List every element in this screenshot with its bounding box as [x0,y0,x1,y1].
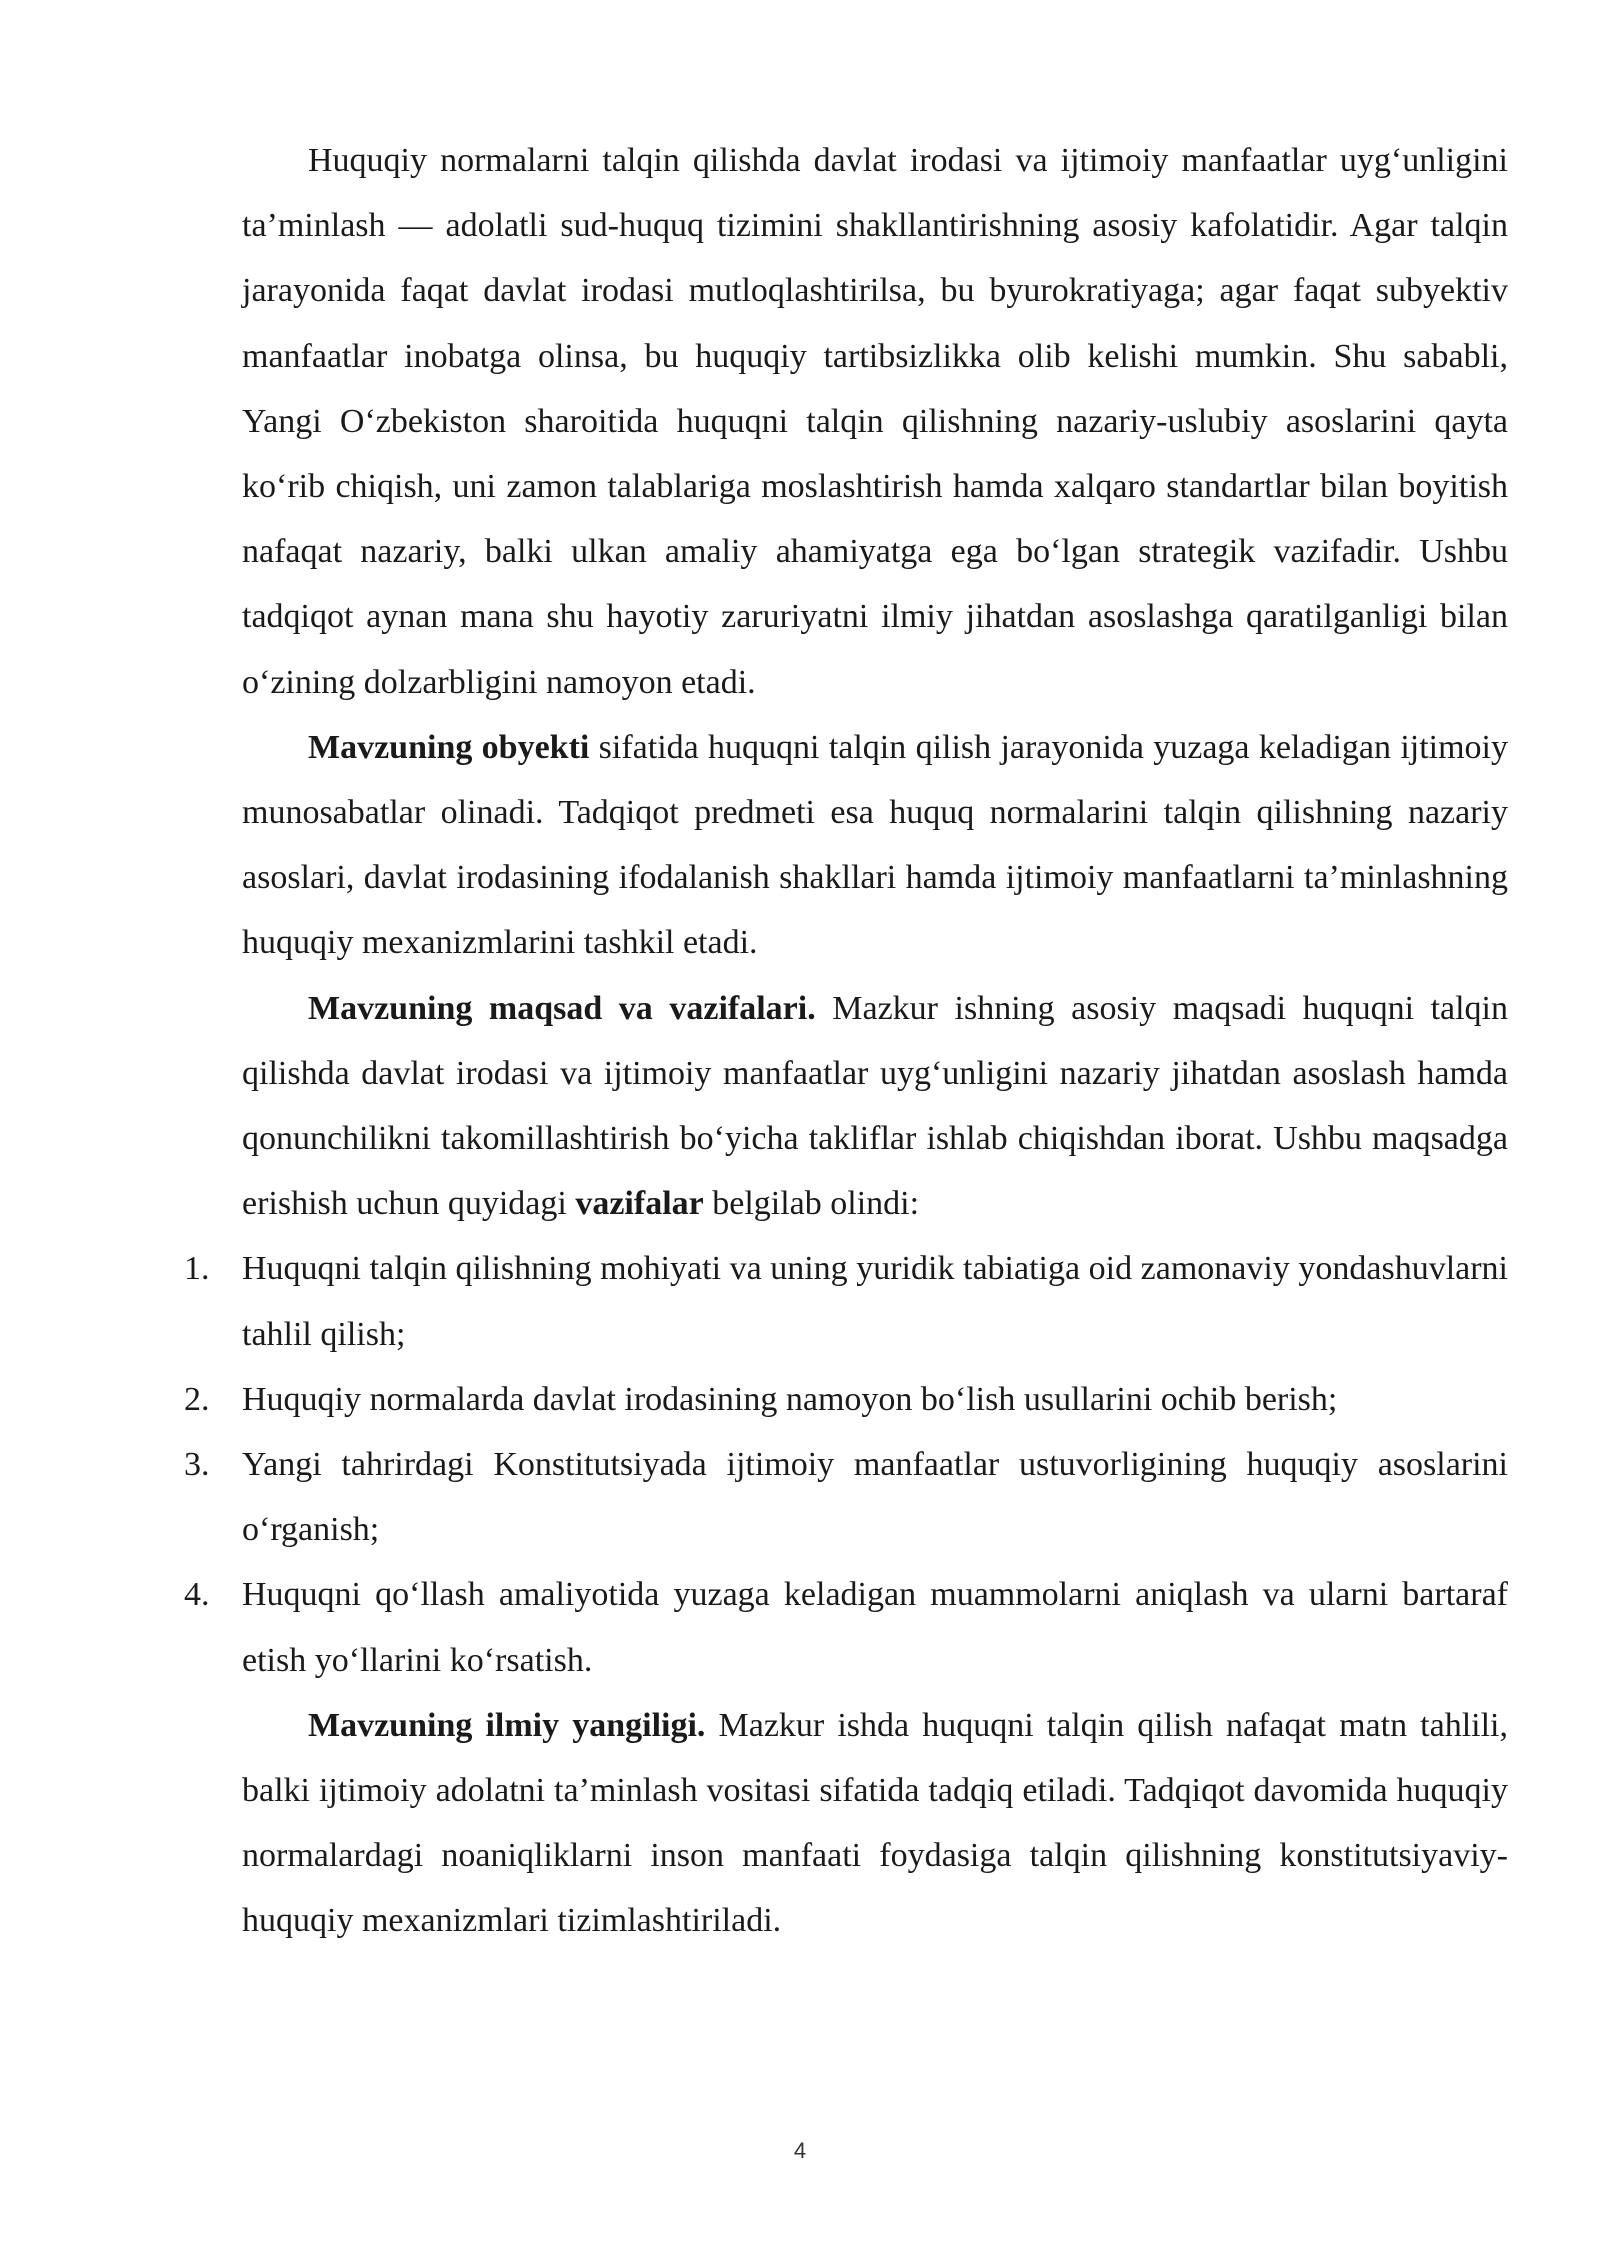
object-heading: Mavzuning obyekti [308,728,590,766]
object-text: sifatida huquqni talqin qilish jarayonida yuzaga keladigan ijtimoiy munosabatlar olinadi. Tadqiqot predmeti esa huquq normalarini talqin qilishning nazariy asoslari, davlat irodasining ifodalanish shakllari hamda ijtimoiy manfaatlarni ta’minlashning huquqiy mexanizmlarini tashkil etadi. [242,728,1508,962]
novelty-heading: Mavzuning ilmiy yangiligi. [308,1706,706,1744]
document-body [184,128,1509,1954]
list-item-number: 1. [184,1250,210,1288]
list-item [184,1367,1508,1432]
goals-heading: Mavzuning maqsad va vazifalari. [308,989,816,1027]
list-item [184,1562,1508,1692]
list-item-number: 2. [184,1380,210,1418]
paragraph-object [242,715,1508,976]
list-item [184,1432,1508,1562]
list-item-text: Yangi tahrirdagi Konstitutsiyada ijtimoiy manfaatlar ustuvorligining huquqiy asoslarini o‘rganish; [242,1446,1508,1549]
page-number: 4 [793,2138,807,2163]
goals-text: Mazkur ishning asosiy maqsadi huquqni talqin qilishda davlat irodasi va ijtimoiy manfaatlar uyg‘unligini nazariy jihatdan asoslash hamda qonunchilikni takomillashtirish bo‘yicha takliflar ishlab chiqishdan iborat. Ushbu maqsadga erishish uchun quyidagi [242,989,1508,1223]
goals-tail: belgilab olindi: [703,1185,920,1223]
list-item-text: Huquqiy normalarda davlat irodasining namoyon bo‘lish usullarini ochib berish; [242,1380,1338,1418]
tasks-list [184,1236,1508,1692]
goals-bold-word: vazifalar [575,1185,704,1223]
novelty-text: Mazkur ishda huquqni talqin qilish nafaqat matn tahlili, balki ijtimoiy adolatni ta’minlash vositasi sifatida tadqiq etiladi. Tadqiqot davomida huquqiy normalardagi noaniqliklarni inson manfaati foydasiga talqin qilishning konstitutsiyaviy-huquqiy mexanizmlari tizimlashtiriladi. [242,1706,1509,1940]
list-item-number: 4. [184,1576,210,1614]
paragraph-goals [242,976,1508,1237]
paragraph-novelty [242,1693,1508,1954]
list-item-text: Huquqni talqin qilishning mohiyati va uning yuridik tabiatiga oid zamonaviy yondashuvlarni tahlil qilish; [242,1250,1508,1353]
list-item-text: Huquqni qo‘llash amaliyotida yuzaga keladigan muammolarni aniqlash va ularni bartaraf etish yo‘llarini ko‘rsatish. [242,1576,1508,1679]
paragraph-relevance: Huquqiy normalarni talqin qilishda davlat irodasi va ijtimoiy manfaatlar uyg‘unligini ta’minlash — adolatli sud-huquq tizimini shakllantirishning asosiy kafolatidir. Agar talqin jarayonida faqat davlat irodasi mutloqlashtirilsa, bu byurokratiyaga; agar faqat subyektiv manfaatlar inobatga olinsa, bu huquqiy tartibsizlikka olib kelishi mumkin. Shu sababli, Yangi O‘zbekiston sharoitida huquqni talqin qilishning nazariy-uslubiy asoslarini qayta ko‘rib chiqish, uni zamon talablariga moslashtirish hamda xalqaro standartlar bilan boyitish nafaqat nazariy, balki ulkan amaliy ahamiyatga ega bo‘lgan strategik vazifadir. Ushbu tadqiqot aynan mana shu hayotiy zaruriyatni ilmiy jihatdan asoslashga qaratilganligi bilan o‘zining dolzarbligini namoyon etadi. [242,142,1508,701]
list-item-number: 3. [184,1446,210,1484]
list-item [184,1236,1508,1366]
